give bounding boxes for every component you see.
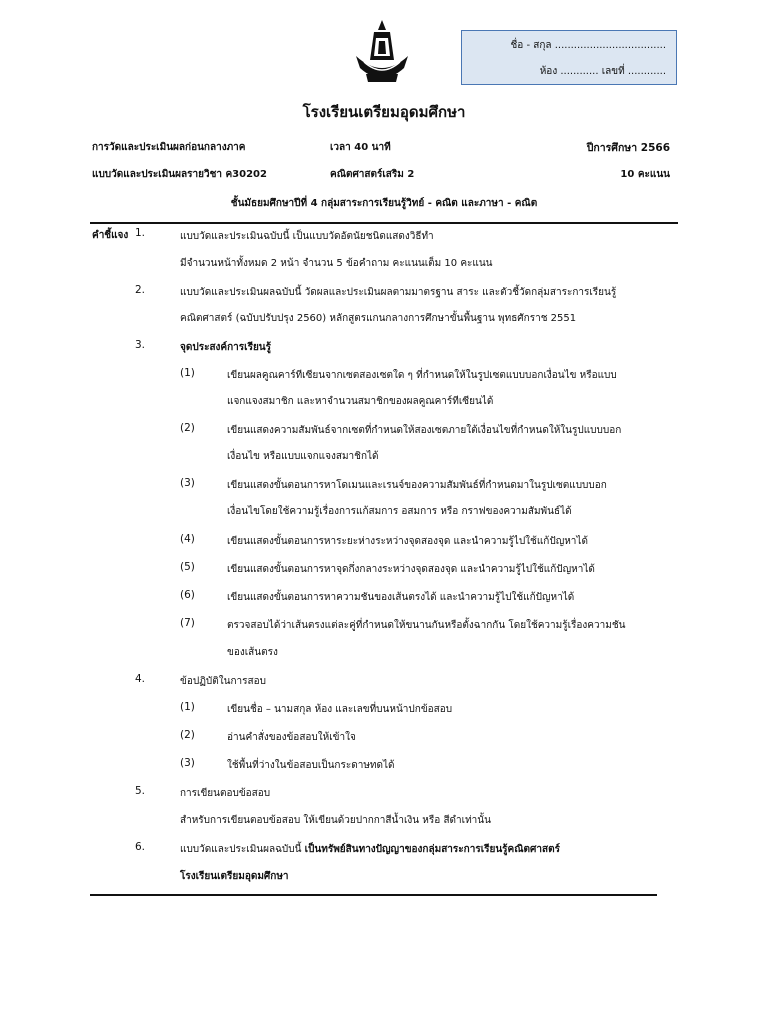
item-text: มีจำนวนหน้าทั้งหมด 2 หน้า จำนวน 5 ข้อคำถาม คะแนนเต็ม 10 คะแนน [180, 258, 493, 269]
objective-text: เขียนแสดงขั้นตอนการหาระยะห่างระหว่างจุดสองจุด และนำความรู้ไปใช้แก้ปัญหาได้ [227, 536, 588, 547]
bottom-divider [90, 894, 657, 896]
objective-text: เงื่อนไข หรือแบบแจกแจงสมาชิกได้ [227, 451, 379, 462]
school-emblem-logo [350, 16, 414, 90]
top-divider [90, 222, 678, 224]
objective-text: เขียนแสดงขั้นตอนการหาจุดกึ่งกลางระหว่างจุดสองจุด และนำความรู้ไปใช้แก้ปัญหาได้ [227, 564, 595, 575]
item-text: สำหรับการเขียนตอบข้อสอบ ให้เขียนด้วยปากกาสีน้ำเงิน หรือ สีดำเท่านั้น [180, 815, 491, 826]
item-text: แบบวัดและประเมินผลฉบับนี้ วัดผลและประเมินผลตามมาตรฐาน สาระ และตัวชี้วัดกลุ่มสาระการเรียนรู้ [180, 287, 617, 298]
item-number: 3. [135, 339, 146, 351]
item-text: โรงเรียนเตรียมอุดมศึกษา [180, 871, 289, 882]
item-number: 5. [135, 785, 146, 797]
item-title: จุดประสงค์การเรียนรู้ [180, 342, 272, 353]
rule-number: (2) [180, 729, 195, 741]
objective-text: ตรวจสอบได้ว่าเส้นตรงแต่ละคู่ที่กำหนดให้ขนานกันหรือตั้งฉากกัน โดยใช้ความรู้เรื่องความชัน [227, 620, 626, 631]
objective-text: เขียนแสดงความสัมพันธ์จากเซตที่กำหนดให้สองเซตภายใต้เงื่อนไขที่กำหนดให้ในรูปแบบบอก [227, 425, 622, 436]
exam-duration: เวลา 40 นาที [330, 142, 391, 153]
objective-number: (5) [180, 561, 195, 573]
rule-text: เขียนชื่อ – นามสกุล ห้อง และเลขที่บนหน้าปกข้อสอบ [227, 704, 453, 715]
item-text: แบบวัดและประเมินฉบับนี้ เป็นแบบวัดอัตนัยชนิดแสดงวิธีทำ [180, 231, 434, 242]
objective-number: (3) [180, 477, 195, 489]
grade-level: ชั้นมัธยมศึกษาปีที่ 4 กลุ่มสาระการเรียนรู้วิทย์ - คณิต และภาษา - คณิต [230, 198, 538, 209]
total-score: 10 คะแนน [620, 169, 670, 180]
course-code: แบบวัดและประเมินผลรายวิชา ค30202 [92, 169, 267, 180]
item-number: 2. [135, 284, 146, 296]
student-info-box [461, 30, 677, 85]
school-title: โรงเรียนเตรียมอุดมศึกษา [302, 103, 466, 121]
item-number: 6. [135, 841, 146, 853]
item-number: 4. [135, 673, 146, 685]
item-number: 1. [135, 227, 146, 239]
rule-number: (1) [180, 701, 195, 713]
objective-number: (7) [180, 617, 195, 629]
objective-number: (4) [180, 533, 195, 545]
objective-text: เขียนแสดงขั้นตอนการหาโดเมนและเรนจ์ของความสัมพันธ์ที่กำหนดมาในรูปเซตแบบบอก [227, 480, 607, 491]
objective-number: (2) [180, 422, 195, 434]
item-title: การเขียนตอบข้อสอบ [180, 788, 271, 799]
exam-type: การวัดและประเมินผลก่อนกลางภาค [92, 142, 246, 153]
course-name: คณิตศาสตร์เสริม 2 [330, 169, 415, 180]
objective-text: เขียนแสดงขั้นตอนการหาความชันของเส้นตรงได้ และนำความรู้ไปใช้แก้ปัญหาได้ [227, 592, 575, 603]
rule-text: ใช้พื้นที่ว่างในข้อสอบเป็นกระดาษทดได้ [227, 760, 395, 771]
objective-text: แจกแจงสมาชิก และหาจำนวนสมาชิกของผลคูณคาร์ทีเซียนได้ [227, 396, 494, 407]
academic-year: ปีการศึกษา 2566 [586, 142, 670, 154]
objective-number: (6) [180, 589, 195, 601]
objective-text: เขียนผลคูณคาร์ทีเซียนจากเซตสองเซตใด ๆ ที่กำหนดให้ในรูปเซตแบบบอกเงื่อนไข หรือแบบ [227, 370, 617, 381]
room-number-line: ห้อง ............ เลขที่ ............ [539, 66, 666, 77]
name-line: ชื่อ - สกุล ................................... [510, 40, 666, 51]
objective-number: (1) [180, 367, 195, 379]
item-text: แบบวัดและประเมินผลฉบับนี้ เป็นทรัพย์สินทางปัญญาของกลุ่มสาระการเรียนรู้คณิตศาสตร์ [180, 844, 560, 855]
instructions-label: คำชี้แจง [92, 230, 129, 241]
rule-number: (3) [180, 757, 195, 769]
item-title: ข้อปฏิบัติในการสอบ [180, 676, 266, 687]
objective-text: เงื่อนไขโดยใช้ความรู้เรื่องการแก้สมการ อสมการ หรือ กราฟของความสัมพันธ์ได้ [227, 506, 572, 517]
rule-text: อ่านคำสั่งของข้อสอบให้เข้าใจ [227, 732, 356, 743]
objective-text: ของเส้นตรง [227, 647, 278, 658]
item-text: คณิตศาสตร์ (ฉบับปรับปรุง 2560) หลักสูตรแกนกลางการศึกษาขั้นพื้นฐาน พุทธศักราช 2551 [180, 313, 577, 324]
